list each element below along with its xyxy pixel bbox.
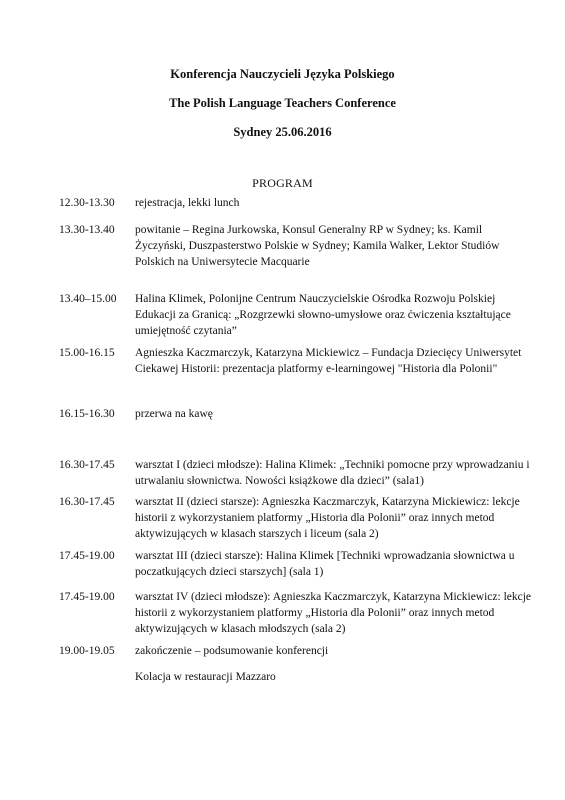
program-item-description: warsztat IV (dzieci młodsze): Agnieszka Kaczmarczyk, Katarzyna Mickiewicz: lekcje historii z wykorzystaniem platformy „Historia dla Polonii” oraz innych metod aktywizujących w klasach młodszych (sala 2)	[135, 591, 532, 635]
program-item-description: Halina Klimek, Polonijne Centrum Nauczycielskie Ośrodka Rozwoju Polskiej Edukacji za Granicą: „Rozgrzewki słowno-umysłowe oraz ćwiczenia kształtujące umiejętność czytania”	[135, 293, 511, 337]
program-item-time: 16.30-17.45	[59, 459, 115, 471]
program-item-description: zakończenie – podsumowanie konferencji	[135, 645, 329, 657]
program-item-time: 15.00-16.15	[59, 347, 115, 359]
program-item-description: Agnieszka Kaczmarczyk, Katarzyna Mickiewicz – Fundacja Dziecięcy Uniwersytet Ciekawej Historii: prezentacja platformy e-learningowej "Historia dla Polonii"	[135, 347, 522, 375]
program-item-description: warsztat I (dzieci młodsze): Halina Klimek: „Techniki pomocne przy wprowadzaniu i utrwalaniu słownictwa. Nowości książkowe dla dzieci” (sala1)	[135, 459, 530, 487]
program-item-description: Kolacja w restauracji Mazzaro	[135, 671, 276, 683]
program-item-time: 16.30-17.45	[59, 496, 115, 508]
conference-title-english: The Polish Language Teachers Conference	[169, 96, 396, 110]
program-item-time: 13.40–15.00	[59, 293, 117, 305]
conference-place-date: Sydney 25.06.2016	[233, 125, 332, 139]
program-item-time: 16.15-16.30	[59, 408, 115, 420]
program-item-time: 17.45-19.00	[59, 591, 115, 603]
program-item-time: 17.45-19.00	[59, 550, 115, 562]
program-item-time: 13.30-13.40	[59, 224, 115, 236]
program-item-description: rejestracja, lekki lunch	[135, 197, 240, 209]
program-item-time: 19.00-19.05	[59, 645, 115, 657]
program-item-time: 12.30-13.30	[59, 197, 115, 209]
program-item-description: warsztat II (dzieci starsze): Agnieszka Kaczmarczyk, Katarzyna Mickiewicz: lekcje historii z wykorzystaniem platformy „Historia dla Polonii” oraz innych metod aktywizujących w klasach starszych i liceum (sala 2)	[135, 496, 520, 540]
program-item-description: przerwa na kawę	[135, 408, 213, 420]
conference-title-polish: Konferencja Nauczycieli Języka Polskiego	[170, 67, 395, 81]
program-heading: PROGRAM	[252, 176, 313, 190]
program-item-description: warsztat III (dzieci starsze): Halina Klimek [Techniki wprowadzania słownictwa u poczatkujących dzieci starszych] (sala 1)	[135, 550, 515, 578]
program-item-description: powitanie – Regina Jurkowska, Konsul Generalny RP w Sydney; ks. Kamil Życzyński, Duszpasterstwo Polskie w Sydney; Kamila Walker, Lektor Studiów Polskich na Uniwersytecie Macquarie	[135, 224, 500, 268]
